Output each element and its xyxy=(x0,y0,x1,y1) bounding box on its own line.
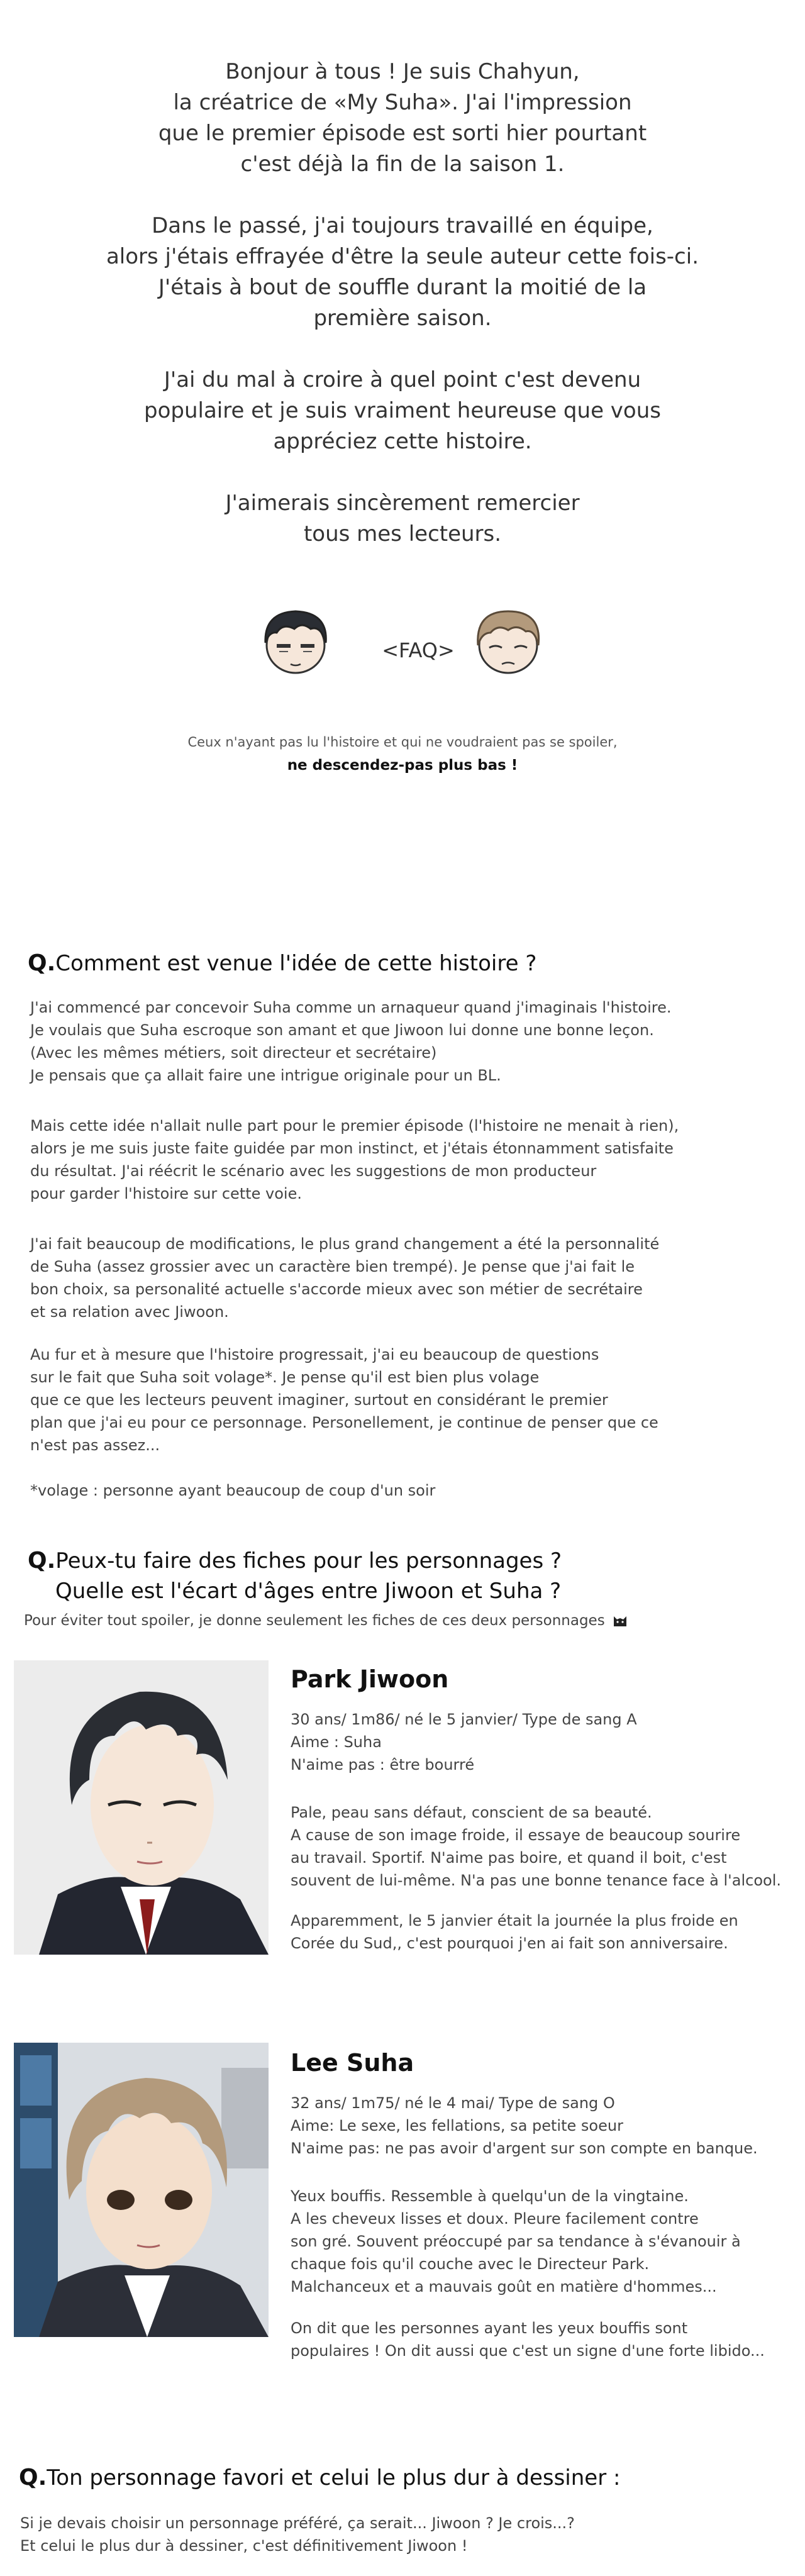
intro-paragraph-1: Bonjour à tous ! Je suis Chahyun, la créatrice de «My Suha». J'ai l'impression que le premier épisode est sorti hier pourtant c'est déjà la fin de la saison 1. xyxy=(158,59,647,177)
spoiler-warning-emphasis: ne descendez-pas plus bas ! xyxy=(287,757,518,774)
q1-answer-paragraph-3: J'ai fait beaucoup de modifications, le plus grand changement a été la personnalité de Suha (assez grossier avec un caractère bien trempé). Je pense que j'ai fait le bon choix, sa personalité actuelle s'accorde mieux avec son métier de secrétaire et sa relation avec Jiwoon. xyxy=(30,1235,660,1321)
jiwoon-stats: 30 ans/ 1m86/ né le 5 janvier/ Type de sang A Aime : Suha N'aime pas : être bourré xyxy=(291,1711,637,1774)
suha-chibi-icon xyxy=(470,604,546,679)
jiwoon-description: Pale, peau sans défaut, conscient de sa beauté. A cause de son image froide, il essaye de beaucoup sourire au travail. Sportif. N'aime pas boire, et quand il boit, c'est souvent de lui-même. N'a pas une bonne tenance face à l'alcool. xyxy=(291,1804,781,1889)
jiwoon-name: Park Jiwoon xyxy=(291,1665,449,1693)
q1-answer-paragraph-1: J'ai commencé par concevoir Suha comme un arnaqueur quand j'imaginais l'histoire. Je voulais que Suha escroque son amant et que Jiwoon lui donne une bonne leçon. (Avec les mêmes métiers, soit directeur et secrétaire) Je pensais que ça allait faire une intrigue originale pour un BL. xyxy=(30,999,672,1084)
suha-stats: 32 ans/ 1m75/ né le 4 mai/ Type de sang O Aime: Le sexe, les fellations, sa petite soeur N'aime pas: ne pas avoir d'argent sur son compte en banque. xyxy=(291,2094,758,2157)
suha-name: Lee Suha xyxy=(291,2049,414,2077)
faq-header xyxy=(0,604,805,698)
suha-illustration xyxy=(14,2043,269,2337)
jiwoon-trivia: Apparemment, le 5 janvier était la journée la plus froide en Corée du Sud,, c'est pourquoi j'en ai fait son anniversaire. xyxy=(291,1912,738,1952)
q3-answer: Si je devais choisir un personnage préféré, ça serait... Jiwoon ? Je crois...? Et celui le plus dur à dessiner, c'est définitivement Jiwoon ! xyxy=(20,2514,575,2555)
q1-answer-paragraph-2: Mais cette idée n'allait nulle part pour le premier épisode (l'histoire ne menait à rien), alors je me suis juste faite guidée par mon instinct, et j'étais étonnamment satisfaite du résultat. J'ai réécrit le scénario avec les suggestions de mon producteur pour garder l'histoire sur cette voie. xyxy=(30,1117,679,1202)
jiwoon-portrait xyxy=(14,1660,269,1955)
suha-portrait xyxy=(14,2043,269,2337)
intro-paragraph-3: J'ai du mal à croire à quel point c'est devenu populaire et je suis vraiment heureuse que vous appréciez cette histoire. xyxy=(144,367,661,454)
suha-description: Yeux bouffis. Ressemble à quelqu'un de la vingtaine. A les cheveux lisses et doux. Pleure facilement contre son gré. Souvent préoccupé par sa tendance à s'évanouir à chaque fois qu'il couche avec le Directeur Park. Malchanceux et a mauvais goût en matière d'hommes... xyxy=(291,2187,741,2296)
question-2-subtitle: Quelle est l'écart d'âges entre Jiwoon et Suha ? xyxy=(55,1579,562,1604)
intro-paragraph-2: Dans le passé, j'ai toujours travaillé en équipe, alors j'étais effrayée d'être la seule auteur cette fois-ci. J'étais à bout de souffle durant la moitié de la première saison. xyxy=(106,213,699,331)
question-1-title: Q.Comment est venue l'idée de cette histoire ? xyxy=(28,950,537,976)
cat-icon xyxy=(612,1613,628,1628)
question-3-title: Q.Ton personnage favori et celui le plus dur à dessiner : xyxy=(19,2465,621,2490)
jiwoon-chibi-icon xyxy=(258,604,333,679)
q1-answer-paragraph-4: Au fur et à mesure que l'histoire progressait, j'ai eu beaucoup de questions sur le fait que Suha soit volage*. Je pense qu'il est bien plus volage que ce que les lecteurs peuvent imaginer, surtout en considérant le premier plan que j'ai eu pour ce personnage. Personellement, je continue de penser que ce n'est pas assez... xyxy=(30,1346,658,1454)
suha-trivia: On dit que les personnes ayant les yeux bouffis sont populaires ! On dit aussi que c'est un signe d'une forte libido... xyxy=(291,2319,765,2360)
q1-footnote: *volage : personne ayant beaucoup de coup d'un soir xyxy=(30,1482,436,1499)
jiwoon-illustration xyxy=(14,1660,269,1955)
q2-note: Pour éviter tout spoiler, je donne seulement les fiches de ces deux personnages xyxy=(24,1613,628,1629)
question-2-title: Q.Peux-tu faire des fiches pour les personnages ? xyxy=(28,1548,562,1574)
intro-paragraph-4: J'aimerais sincèrement remercier tous mes lecteurs. xyxy=(225,491,580,547)
faq-label: <FAQ> xyxy=(382,638,455,662)
spoiler-warning: Ceux n'ayant pas lu l'histoire et qui ne voudraient pas se spoiler, xyxy=(187,735,618,750)
intro-letter xyxy=(0,57,805,550)
